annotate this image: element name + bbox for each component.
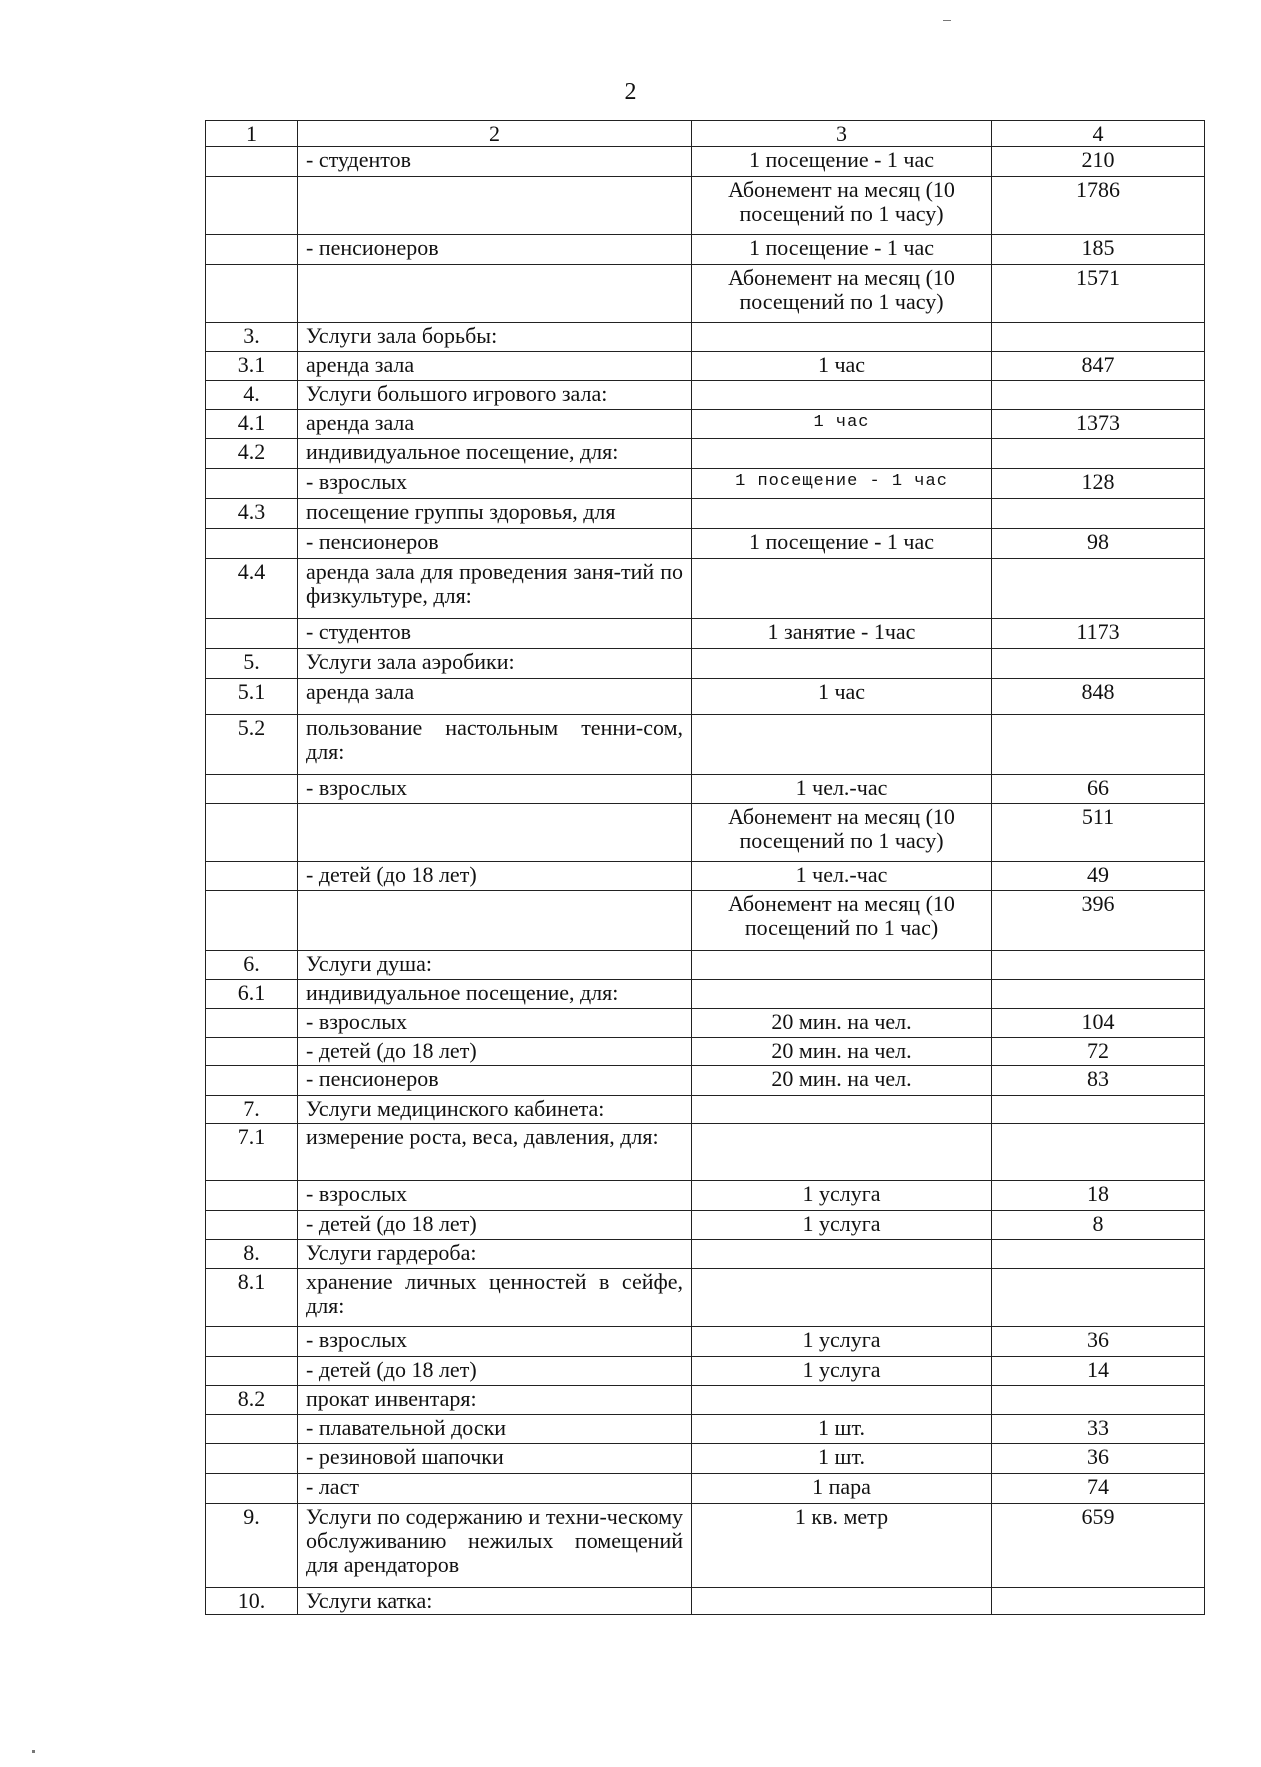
- unit-cell: [692, 649, 992, 679]
- price-cell: 1786: [992, 177, 1205, 235]
- header-cell: 3: [692, 121, 992, 147]
- price-cell: 128: [992, 469, 1205, 499]
- price-cell: [992, 1269, 1205, 1327]
- row-number-cell: [206, 1474, 298, 1504]
- table-row: [206, 499, 1205, 529]
- service-name-cell: - детей (до 18 лет): [298, 862, 692, 891]
- price-cell: [992, 559, 1205, 619]
- row-number-cell: 5.2: [206, 715, 298, 775]
- service-name-cell: - взрослых: [298, 1009, 692, 1038]
- price-cell: [992, 1386, 1205, 1415]
- unit-cell: Абонемент на месяц (10 посещений по 1 час): [692, 891, 992, 951]
- table-row: [206, 1588, 1205, 1615]
- service-name-cell: - взрослых: [298, 775, 692, 804]
- table-row: [206, 715, 1205, 775]
- price-cell: 72: [992, 1038, 1205, 1066]
- unit-cell: 1 посещение - 1 час: [692, 147, 992, 177]
- table-row: [206, 235, 1205, 265]
- unit-cell: 1 чел.-час: [692, 775, 992, 804]
- header-cell: 2: [298, 121, 692, 147]
- price-cell: [992, 1124, 1205, 1181]
- service-name-cell: Услуги большого игрового зала:: [298, 381, 692, 410]
- row-number-cell: [206, 1038, 298, 1066]
- unit-cell: 1 услуга: [692, 1181, 992, 1211]
- price-cell: 83: [992, 1066, 1205, 1096]
- row-number-cell: 6.: [206, 951, 298, 980]
- table-row: [206, 1415, 1205, 1444]
- price-cell: [992, 323, 1205, 352]
- unit-cell: [692, 1588, 992, 1615]
- table-row: [206, 381, 1205, 410]
- row-number-cell: 9.: [206, 1504, 298, 1588]
- service-name-cell: прокат инвентаря:: [298, 1386, 692, 1415]
- service-name-cell: индивидуальное посещение, для:: [298, 439, 692, 469]
- header-cell: 1: [206, 121, 298, 147]
- price-cell: 36: [992, 1327, 1205, 1357]
- table-row: [206, 649, 1205, 679]
- table-header-row: [206, 121, 1205, 147]
- service-name-cell: аренда зала: [298, 352, 692, 381]
- service-name-cell: - пенсионеров: [298, 1066, 692, 1096]
- unit-cell: 1 чел.-час: [692, 862, 992, 891]
- row-number-cell: 4.3: [206, 499, 298, 529]
- table-row: [206, 1386, 1205, 1415]
- service-name-cell: аренда зала: [298, 410, 692, 439]
- row-number-cell: [206, 1009, 298, 1038]
- table-row: [206, 1038, 1205, 1066]
- unit-cell: [692, 323, 992, 352]
- service-name-cell: - детей (до 18 лет): [298, 1211, 692, 1240]
- service-name-cell: - ласт: [298, 1474, 692, 1504]
- table-row: [206, 352, 1205, 381]
- unit-cell: 1 пара: [692, 1474, 992, 1504]
- service-name-cell: - взрослых: [298, 469, 692, 499]
- price-cell: 1571: [992, 265, 1205, 323]
- service-name-cell: Услуги гардероба:: [298, 1240, 692, 1269]
- row-number-cell: 3.1: [206, 352, 298, 381]
- price-cell: 49: [992, 862, 1205, 891]
- table-row: [206, 1066, 1205, 1096]
- row-number-cell: [206, 1357, 298, 1386]
- service-name-cell: [298, 265, 692, 323]
- page-number: 2: [624, 79, 637, 105]
- unit-cell: [692, 980, 992, 1009]
- service-name-cell: посещение группы здоровья, для: [298, 499, 692, 529]
- row-number-cell: 8.2: [206, 1386, 298, 1415]
- row-number-cell: [206, 862, 298, 891]
- table-row: [206, 559, 1205, 619]
- table-row: [206, 323, 1205, 352]
- row-number-cell: 4.2: [206, 439, 298, 469]
- unit-cell: 20 мин. на чел.: [692, 1038, 992, 1066]
- table-row: [206, 951, 1205, 980]
- unit-cell: 1 час: [692, 410, 992, 439]
- service-name-cell: - студентов: [298, 147, 692, 177]
- price-cell: 18: [992, 1181, 1205, 1211]
- table-row: [206, 265, 1205, 323]
- price-cell: 210: [992, 147, 1205, 177]
- service-name-cell: индивидуальное посещение, для:: [298, 980, 692, 1009]
- table-row: [206, 147, 1205, 177]
- service-name-cell: - взрослых: [298, 1327, 692, 1357]
- table-row: [206, 1124, 1205, 1181]
- price-cell: 848: [992, 679, 1205, 715]
- service-name-cell: - плавательной доски: [298, 1415, 692, 1444]
- unit-cell: [692, 381, 992, 410]
- unit-cell: 20 мин. на чел.: [692, 1009, 992, 1038]
- table-row: [206, 980, 1205, 1009]
- service-name-cell: хранение личных ценностей в сейфе, для:: [298, 1269, 692, 1327]
- row-number-cell: 4.4: [206, 559, 298, 619]
- price-table: [205, 120, 1205, 1615]
- scan-mark: [32, 1750, 35, 1753]
- service-name-cell: - резиновой шапочки: [298, 1444, 692, 1474]
- service-name-cell: - детей (до 18 лет): [298, 1357, 692, 1386]
- table-row: [206, 679, 1205, 715]
- row-number-cell: 5.: [206, 649, 298, 679]
- row-number-cell: 8.1: [206, 1269, 298, 1327]
- table-row: [206, 177, 1205, 235]
- unit-cell: [692, 715, 992, 775]
- row-number-cell: [206, 469, 298, 499]
- header-cell: 4: [992, 121, 1205, 147]
- table-row: [206, 1211, 1205, 1240]
- price-cell: 104: [992, 1009, 1205, 1038]
- unit-cell: Абонемент на месяц (10 посещений по 1 часу): [692, 265, 992, 323]
- unit-cell: 1 кв. метр: [692, 1504, 992, 1588]
- unit-cell: 1 шт.: [692, 1444, 992, 1474]
- unit-cell: 1 посещение - 1 час: [692, 529, 992, 559]
- row-number-cell: 7.1: [206, 1124, 298, 1181]
- row-number-cell: [206, 147, 298, 177]
- table-row: [206, 1181, 1205, 1211]
- table-row: [206, 1327, 1205, 1357]
- row-number-cell: [206, 619, 298, 649]
- price-cell: 33: [992, 1415, 1205, 1444]
- table-row: [206, 775, 1205, 804]
- row-number-cell: [206, 804, 298, 862]
- table-row: [206, 619, 1205, 649]
- price-cell: 14: [992, 1357, 1205, 1386]
- row-number-cell: [206, 1415, 298, 1444]
- row-number-cell: [206, 1211, 298, 1240]
- row-number-cell: 4.1: [206, 410, 298, 439]
- service-name-cell: Услуги медицинского кабинета:: [298, 1096, 692, 1124]
- unit-cell: [692, 499, 992, 529]
- price-cell: 1173: [992, 619, 1205, 649]
- table-row: [206, 804, 1205, 862]
- unit-cell: 1 посещение - 1 час: [692, 469, 992, 499]
- table-row: [206, 1240, 1205, 1269]
- service-name-cell: пользование настольным тенни-сом, для:: [298, 715, 692, 775]
- service-name-cell: - студентов: [298, 619, 692, 649]
- unit-cell: 1 час: [692, 679, 992, 715]
- unit-cell: 1 занятие - 1час: [692, 619, 992, 649]
- unit-cell: [692, 1124, 992, 1181]
- price-cell: 1373: [992, 410, 1205, 439]
- service-name-cell: [298, 804, 692, 862]
- table-row: [206, 891, 1205, 951]
- service-name-cell: Услуги по содержанию и техни-ческому обслуживанию нежилых помещений для арендаторов: [298, 1504, 692, 1588]
- table-row: [206, 1504, 1205, 1588]
- row-number-cell: 10.: [206, 1588, 298, 1615]
- table-row: [206, 1444, 1205, 1474]
- service-name-cell: Услуги зала аэробики:: [298, 649, 692, 679]
- row-number-cell: 7.: [206, 1096, 298, 1124]
- service-name-cell: - пенсионеров: [298, 529, 692, 559]
- price-cell: [992, 951, 1205, 980]
- row-number-cell: [206, 529, 298, 559]
- service-name-cell: [298, 177, 692, 235]
- unit-cell: [692, 1096, 992, 1124]
- row-number-cell: [206, 775, 298, 804]
- price-cell: 185: [992, 235, 1205, 265]
- price-cell: 74: [992, 1474, 1205, 1504]
- service-name-cell: [298, 891, 692, 951]
- table-row: [206, 410, 1205, 439]
- scan-mark: [943, 20, 951, 21]
- table-row: [206, 1357, 1205, 1386]
- unit-cell: Абонемент на месяц (10 посещений по 1 часу): [692, 804, 992, 862]
- table-row: [206, 1096, 1205, 1124]
- unit-cell: [692, 439, 992, 469]
- row-number-cell: [206, 265, 298, 323]
- row-number-cell: [206, 1066, 298, 1096]
- service-name-cell: Услуги катка:: [298, 1588, 692, 1615]
- service-name-cell: аренда зала: [298, 679, 692, 715]
- unit-cell: [692, 1240, 992, 1269]
- price-cell: [992, 1588, 1205, 1615]
- row-number-cell: 8.: [206, 1240, 298, 1269]
- row-number-cell: 5.1: [206, 679, 298, 715]
- unit-cell: 1 шт.: [692, 1415, 992, 1444]
- price-cell: [992, 980, 1205, 1009]
- price-cell: [992, 1096, 1205, 1124]
- table-row: [206, 1009, 1205, 1038]
- unit-cell: [692, 951, 992, 980]
- price-cell: [992, 649, 1205, 679]
- service-name-cell: - взрослых: [298, 1181, 692, 1211]
- table-row: [206, 1269, 1205, 1327]
- price-cell: 511: [992, 804, 1205, 862]
- row-number-cell: 3.: [206, 323, 298, 352]
- unit-cell: [692, 1269, 992, 1327]
- table-row: [206, 1474, 1205, 1504]
- unit-cell: 1 посещение - 1 час: [692, 235, 992, 265]
- price-cell: 36: [992, 1444, 1205, 1474]
- price-cell: [992, 1240, 1205, 1269]
- service-name-cell: - пенсионеров: [298, 235, 692, 265]
- unit-cell: 20 мин. на чел.: [692, 1066, 992, 1096]
- price-cell: 98: [992, 529, 1205, 559]
- unit-cell: Абонемент на месяц (10 посещений по 1 часу): [692, 177, 992, 235]
- service-name-cell: аренда зала для проведения заня-тий по физкультуре, для:: [298, 559, 692, 619]
- unit-cell: 1 час: [692, 352, 992, 381]
- row-number-cell: [206, 1444, 298, 1474]
- service-name-cell: измерение роста, веса, давления, для:: [298, 1124, 692, 1181]
- price-cell: 396: [992, 891, 1205, 951]
- price-cell: [992, 499, 1205, 529]
- price-cell: 66: [992, 775, 1205, 804]
- unit-cell: [692, 1386, 992, 1415]
- price-cell: 8: [992, 1211, 1205, 1240]
- row-number-cell: [206, 177, 298, 235]
- row-number-cell: [206, 891, 298, 951]
- table-row: [206, 439, 1205, 469]
- row-number-cell: [206, 235, 298, 265]
- row-number-cell: [206, 1327, 298, 1357]
- service-name-cell: - детей (до 18 лет): [298, 1038, 692, 1066]
- price-cell: 659: [992, 1504, 1205, 1588]
- service-name-cell: Услуги душа:: [298, 951, 692, 980]
- price-cell: [992, 715, 1205, 775]
- table-row: [206, 469, 1205, 499]
- unit-cell: 1 услуга: [692, 1357, 992, 1386]
- row-number-cell: [206, 1181, 298, 1211]
- service-name-cell: Услуги зала борьбы:: [298, 323, 692, 352]
- table-row: [206, 862, 1205, 891]
- unit-cell: 1 услуга: [692, 1327, 992, 1357]
- row-number-cell: 6.1: [206, 980, 298, 1009]
- row-number-cell: 4.: [206, 381, 298, 410]
- unit-cell: [692, 559, 992, 619]
- price-cell: [992, 381, 1205, 410]
- unit-cell: 1 услуга: [692, 1211, 992, 1240]
- price-cell: [992, 439, 1205, 469]
- price-cell: 847: [992, 352, 1205, 381]
- table-row: [206, 529, 1205, 559]
